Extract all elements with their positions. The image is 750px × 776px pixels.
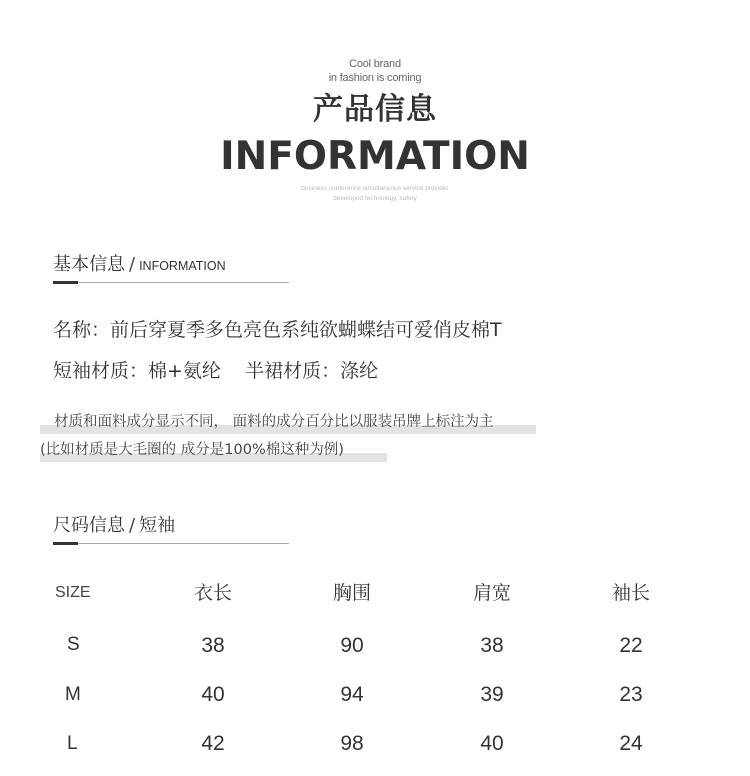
table-header-shoulder: 肩宽 [472,582,511,604]
size-info-heading-sub: 短袖 [139,515,176,536]
basic-info-heading-en: INFORMATION [139,259,226,273]
table-cell: 94 [340,683,364,706]
header-subtext-line-1: business conference simultaneous service provider [301,185,449,192]
basic-info-heading-cn: 基本信息 [53,254,125,275]
table-cell: 90 [340,634,364,657]
table-cell: 42 [201,732,225,755]
table-row-size-label: L [67,733,78,754]
table-row-size-label: M [65,684,81,705]
size-info-divider [53,543,289,544]
material-note-line-1: 材质和面料成分显示不同， 面料的成分百分比以服装吊牌上标注为主 [54,414,494,430]
table-cell: 22 [619,634,643,657]
basic-info-accent-bar [53,281,78,284]
table-cell: 40 [480,732,504,755]
size-info-heading-cn: 尺码信息 [53,515,125,536]
table-header-size: SIZE [55,584,91,601]
heading-slash: / [129,515,136,536]
size-info-heading [53,514,175,538]
size-info-accent-bar [53,542,78,545]
table-cell: 23 [619,683,643,706]
product-material: 短袖材质：棉+氨纶 半裙材质：涤纶 [53,360,379,382]
table-cell: 98 [340,732,364,755]
table-cell: 39 [480,683,504,706]
table-header-length: 衣长 [193,582,232,604]
table-cell: 24 [619,732,643,755]
table-header-sleeve: 袖长 [611,582,650,604]
product-name: 名称：前后穿夏季多色亮色系纯欲蝴蝶结可爱俏皮棉T [53,319,502,341]
header-subtext-line-2: developed technology, safety [333,195,417,202]
basic-info-heading [53,253,226,278]
material-note-line-2: (比如材质是大毛圈的 成分是100%棉这种为例) [40,442,344,458]
tagline-line-2: in fashion is coming [328,72,422,84]
heading-slash: / [129,254,136,275]
table-cell: 38 [201,634,225,657]
table-cell: 38 [480,634,504,657]
basic-info-divider [53,282,289,283]
page-title-english: INFORMATION [220,134,530,179]
page-title-chinese: 产品信息 [313,92,437,127]
tagline-line-1: Cool brand [349,58,401,70]
table-cell: 40 [201,683,225,706]
table-header-chest: 胸围 [332,582,371,604]
table-row-size-label: S [67,634,80,655]
